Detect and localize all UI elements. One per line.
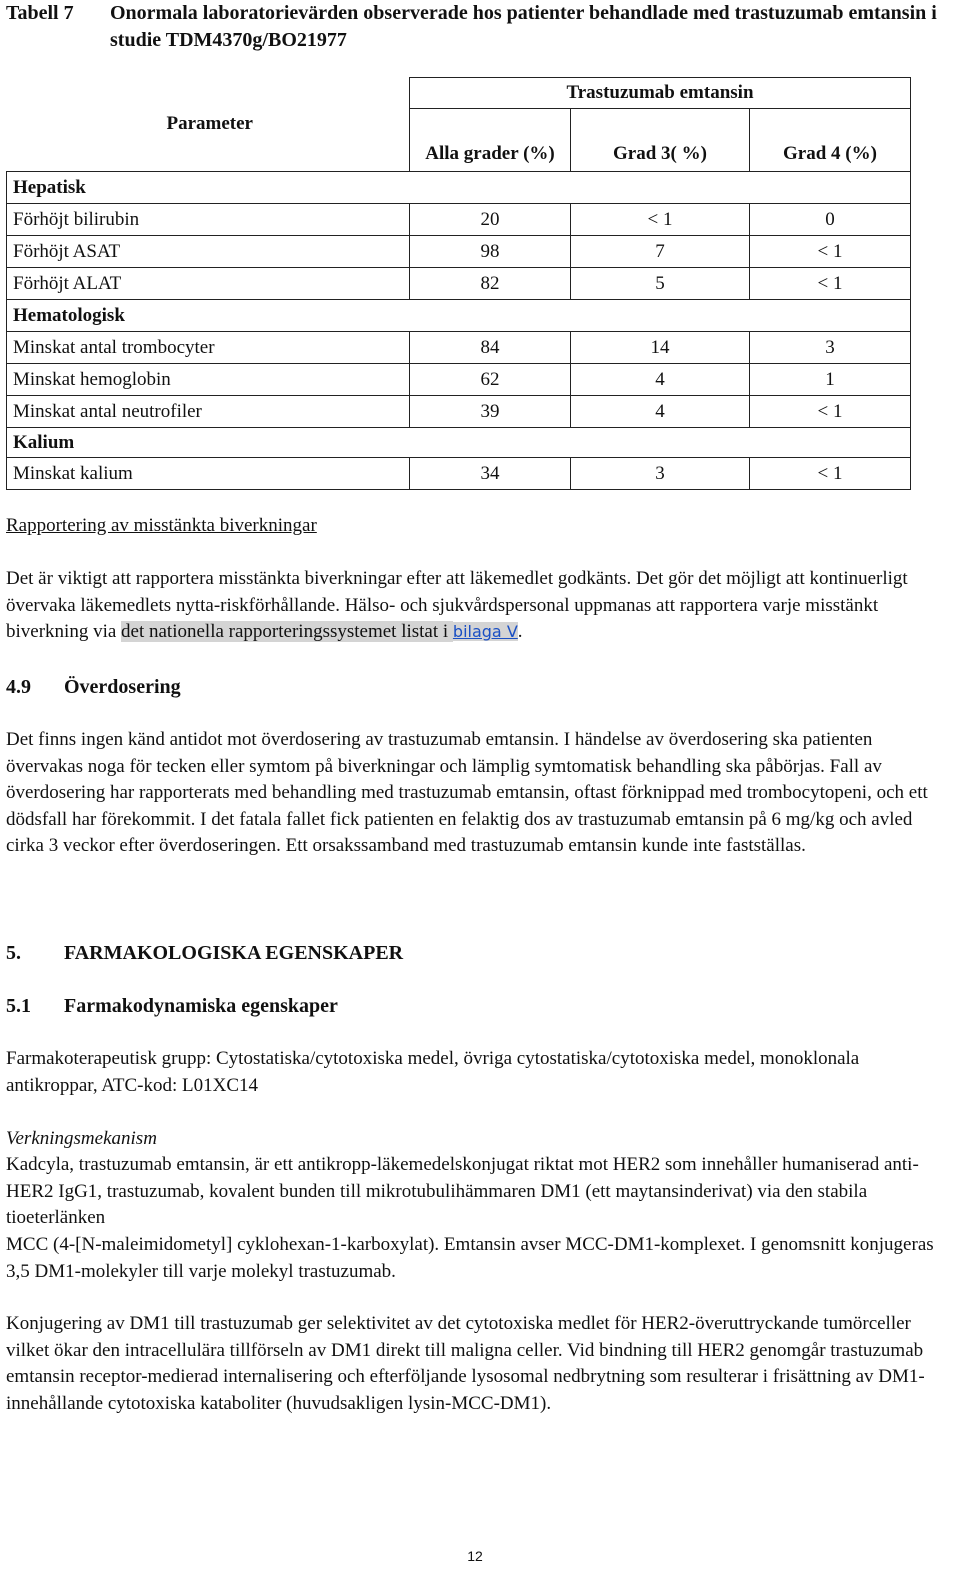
table-row [7,396,911,428]
page-number: 12 [467,1548,483,1564]
annex-v-link[interactable]: bilaga V [452,622,518,641]
row-parameter: Minskat antal neutrofiler [7,396,410,428]
col-header-all: Alla grader (%) [410,109,571,172]
section-kalium: Kalium [7,428,911,458]
table-caption-title: Onormala laboratorievärden observerade hos patienter behandlade med trastuzumab emtansin i studie TDM4370g/BO21977 [110,2,937,51]
mechanism-paragraph-1: Kadcyla, trastuzumab emtansin, är ett antikropp-läkemedelskonjugat riktat mot HER2 som innehåller humaniserad anti-HER2 IgG1, trastuzumab, kovalent bunden till mikrotubulihämmaren DM1 (ett maytansinderivat) via den stabila tioeterlänken [6,1154,919,1228]
row-all: 82 [410,268,571,300]
row-all: 39 [410,396,571,428]
row-grade3: 14 [571,332,750,364]
section-title: FARMAKOLOGISKA EGENSKAPER [64,942,404,964]
row-grade3: < 1 [571,204,750,236]
section-number: 4.9 [6,676,31,698]
row-grade3: 3 [571,458,750,490]
subsection-title: Farmakodynamiska egenskaper [64,995,338,1017]
table-row [7,268,911,300]
overdose-paragraph: Det finns ingen känd antidot mot överdosering av trastuzumab emtansin. I händelse av överdosering ska patienten övervakas noga för tecken eller symtom på biverkningar och lämplig symtomatisk behandling ska påbörjas. Fall av överdosering har rapporterats med behandling med trastuzumab emtansin, oftast förknippad med trombocytopeni, och ett dödsfall har förekommit. I det fatala fallet fick patienten en felaktig dos av trastuzumab emtansin på 6 mg/kg och avled cirka 3 veckor efter överdoseringen. Ett orsakssamband med trastuzumab emtansin kunde inte fastställas. [6,729,928,856]
section-title: Överdosering [64,676,181,698]
col-header-grade4: Grad 4 (%) [750,109,911,172]
mechanism-paragraph-2: MCC (4-[N-maleimidometyl] cyklohexan-1-karboxylat). Emtansin avser MCC-DM1-komplexet. I genomsnitt konjugeras 3,5 DM1-molekyler till varje molekyl trastuzumab. [6,1234,934,1282]
table-row [7,458,911,490]
reporting-heading: Rapportering av misstänkta biverkningar [6,515,317,536]
lab-values-table [6,77,911,490]
section-hepatisk: Hepatisk [7,172,911,204]
table-row [7,332,911,364]
row-parameter: Minskat hemoglobin [7,364,410,396]
table-section-row [7,172,911,204]
subsection-number: 5.1 [6,995,31,1017]
col-group-header: Trastuzumab emtansin [410,78,911,109]
row-grade4: 3 [750,332,911,364]
row-grade4: < 1 [750,396,911,428]
row-grade4: 1 [750,364,911,396]
col-header-parameter: Parameter [166,113,253,135]
table-caption-label: Tabell 7 [6,2,74,24]
conjugation-paragraph: Konjugering av DM1 till trastuzumab ger selektivitet av det cytotoxiska medlet för HER2-överuttryckande tumörceller vilket ökar den intracellulära tillförseln av DM1 direkt till maligna celler. Vid bindning till HER2 genomgår trastuzumab emtansin receptor-medierad internalisering och efterföljande lysosomal nedbrytning som resulterar i frisättning av DM1-innehållande cytotoxiska kataboliter (huvudsakligen lysin-MCC-DM1). [6,1313,925,1414]
section-heading-pharmacology [6,940,954,967]
reporting-highlight: det nationella rapporteringssystemet listat i [121,621,453,642]
section-number: 5. [6,942,21,964]
pharmacotherapeutic-group: Farmakoterapeutisk grupp: Cytostatiska/cytotoxiska medel, övriga cytostatiska/cytotoxiska medel, monoklonala antikroppar, ATC-kod: L01XC14 [6,1048,860,1096]
row-grade4: < 1 [750,458,911,490]
row-parameter: Förhöjt ASAT [7,236,410,268]
row-all: 20 [410,204,571,236]
row-all: 34 [410,458,571,490]
row-grade3: 7 [571,236,750,268]
table-row [7,204,911,236]
subsection-heading-pharmacodynamics [6,993,954,1020]
row-parameter: Minskat kalium [7,458,410,490]
row-grade4: 0 [750,204,911,236]
table-row [7,236,911,268]
row-all: 98 [410,236,571,268]
table-section-row [7,300,911,332]
table-section-row [7,428,911,458]
row-all: 84 [410,332,571,364]
row-parameter: Förhöjt bilirubin [7,204,410,236]
row-grade3: 4 [571,396,750,428]
row-all: 62 [410,364,571,396]
row-grade3: 4 [571,364,750,396]
reporting-text: Det är viktigt att rapportera misstänkta biverkningar efter att läkemedlet godkänts. Det gör det möjligt att kontinuerligt övervaka läkemedlets nytta-riskförhållande. Hälso- och sjukvårdspersonal uppmanas att rapportera varje misstänkt biverkning via [6,568,908,642]
table-header-row [7,78,911,109]
reporting-text-end: . [517,621,523,642]
row-parameter: Förhöjt ALAT [7,268,410,300]
col-header-grade3: Grad 3( %) [571,109,750,172]
row-grade3: 5 [571,268,750,300]
row-parameter: Minskat antal trombocyter [7,332,410,364]
table-row [7,364,911,396]
mechanism-heading: Verkningsmekanism [6,1128,157,1149]
reporting-paragraph [6,566,954,646]
row-grade4: < 1 [750,236,911,268]
section-heading-overdose [6,674,954,701]
row-grade4: < 1 [750,268,911,300]
section-hematologisk: Hematologisk [7,300,911,332]
